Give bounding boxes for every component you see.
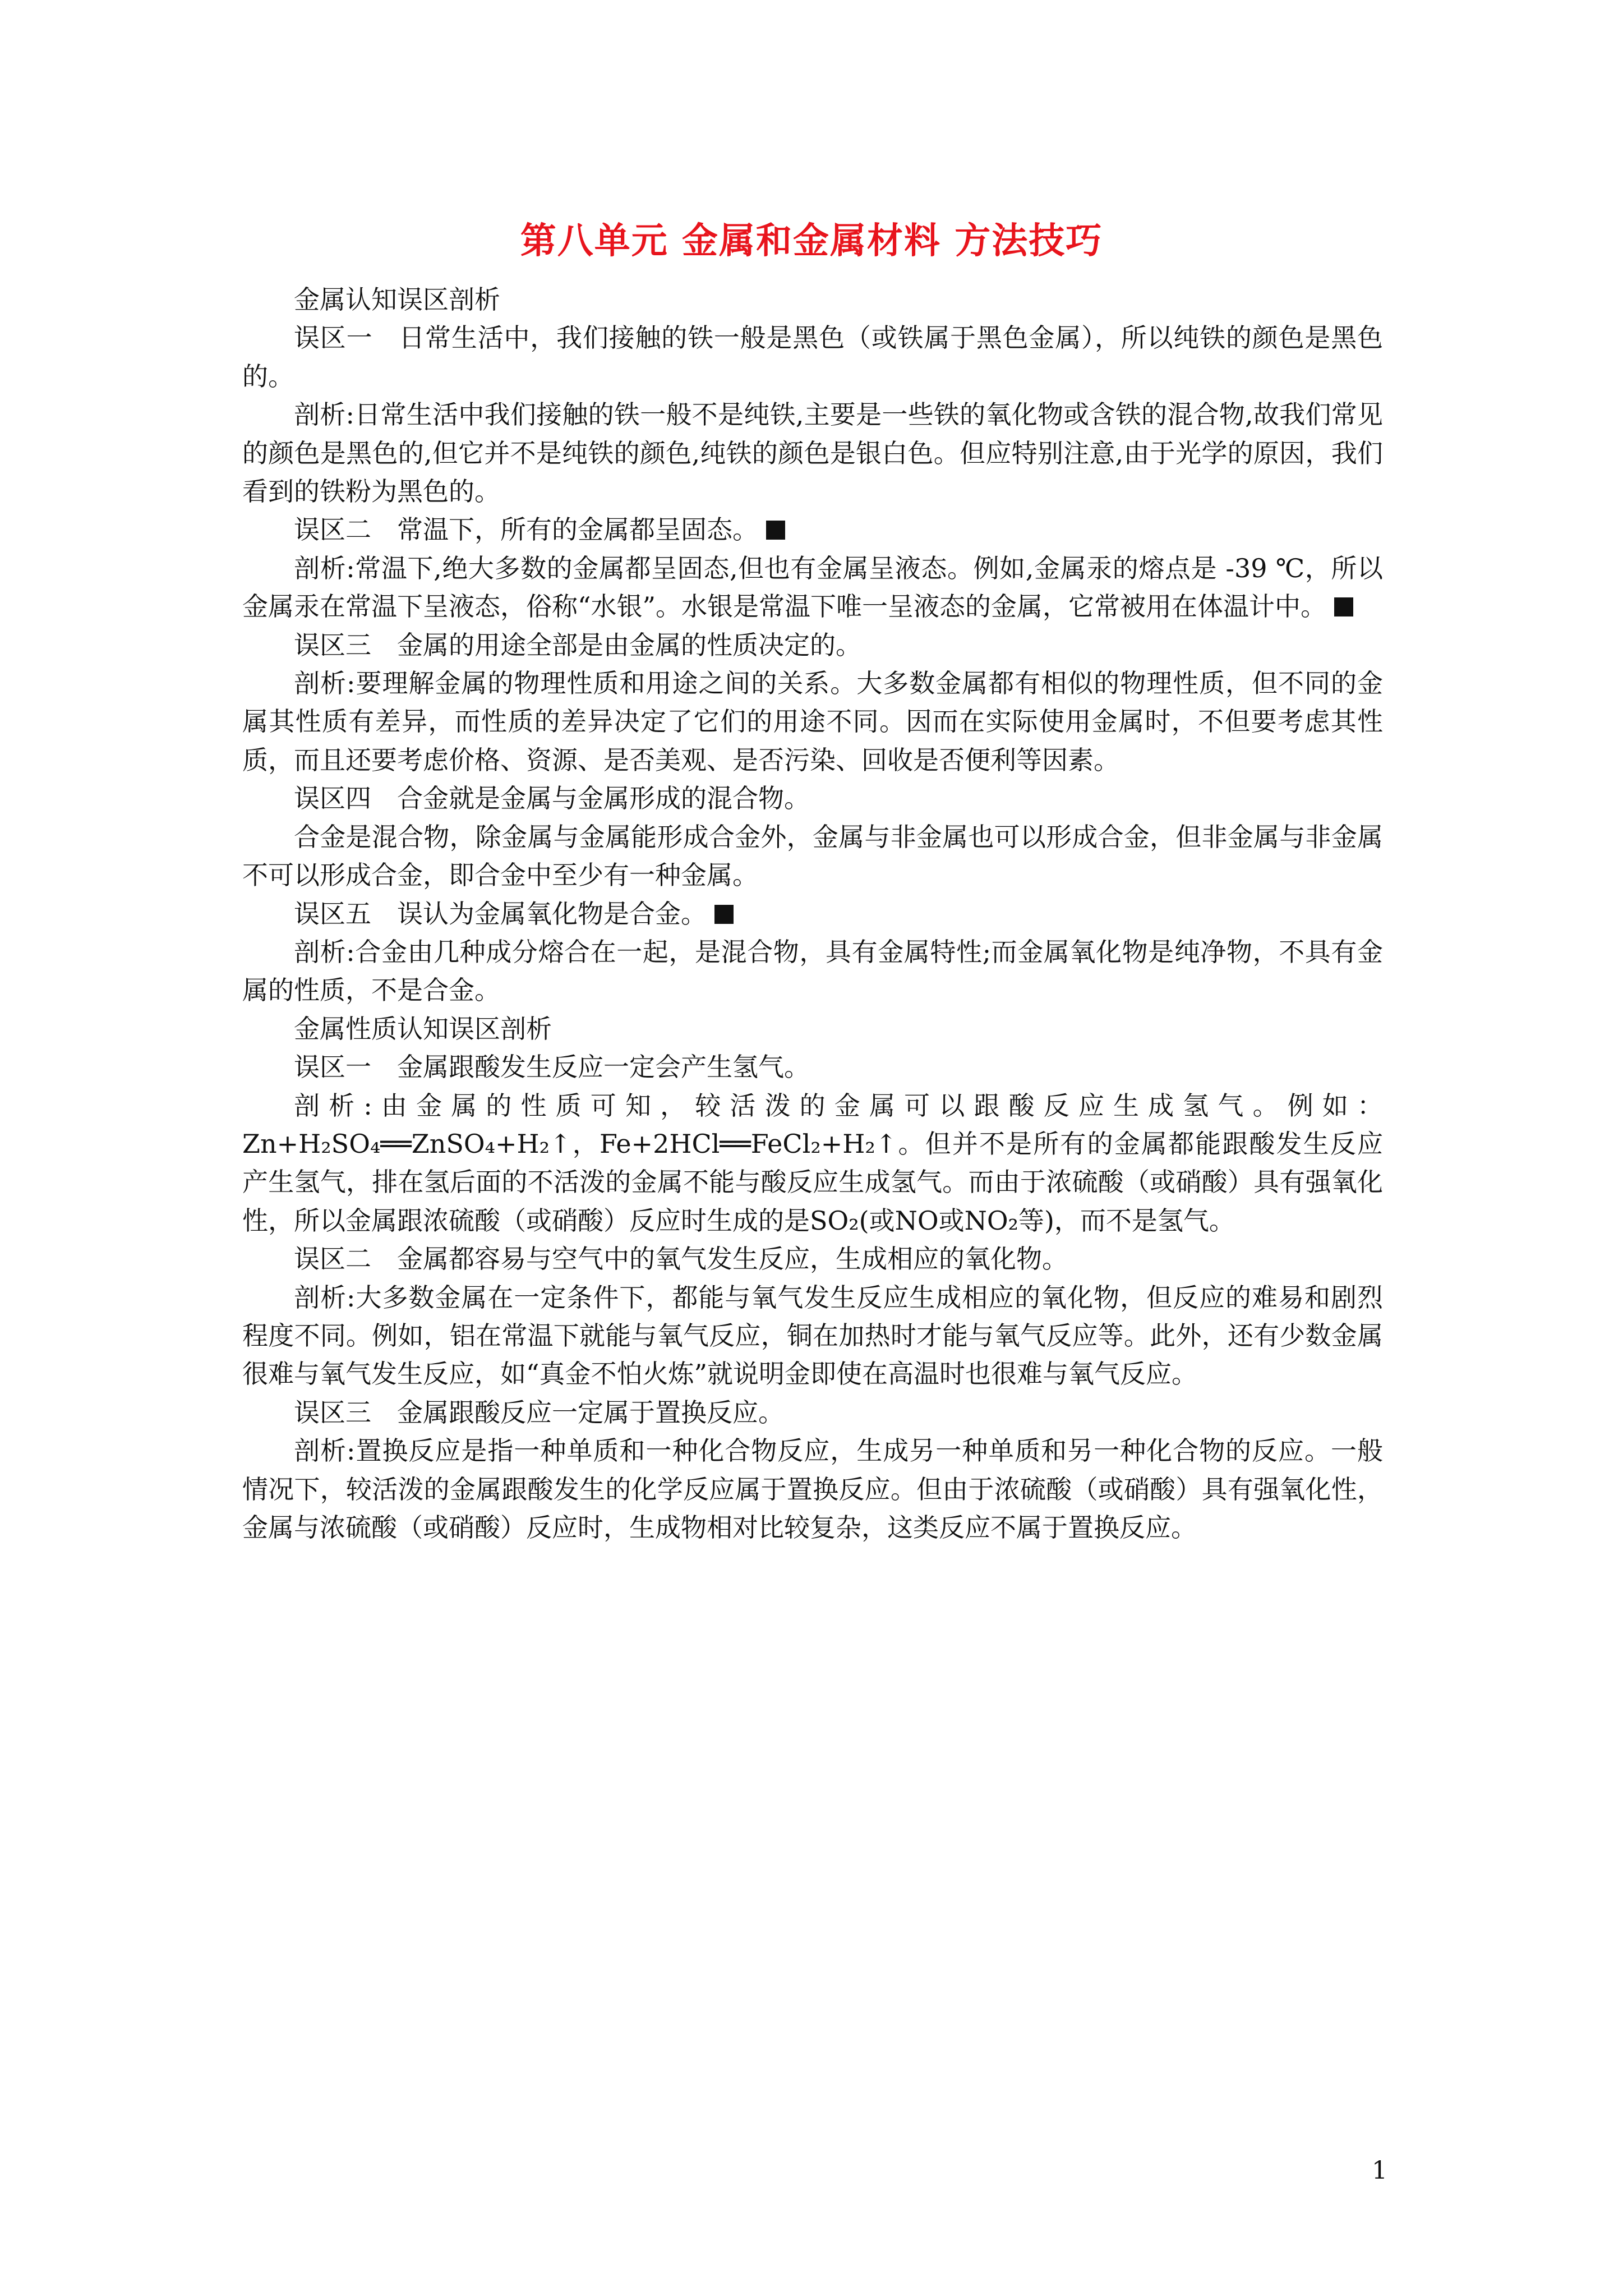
property-analysis-2: 剖析:大多数金属在一定条件下，都能与氧气发生反应生成相应的氧化物，但反应的难易和剧烈程度不同。例如，铝在常温下就能与氧气反应，铜在加热时才能与氧气反应等。此外，还有少数金属很难与氧气发生反应，如“真金不怕火炼”就说明金即使在高温时也很难与氧气反应。 [242, 1282, 1383, 1389]
analysis-2-row [242, 549, 1383, 626]
misconception-1: 误区一 日常生活中，我们接触的铁一般是黑色（或铁属于黑色金属），所以纯铁的颜色是黑色的。 [242, 323, 1383, 392]
analysis-3: 剖析:要理解金属的物理性质和用途之间的关系。大多数金属都有相似的物理性质，但不同的金属其性质有差异，而性质的差异决定了它们的用途不同。因而在实际使用金属时，不但要考虑其性质，而且还要考虑价格、资源、是否美观、是否污染、回收是否便利等因素。 [242, 668, 1383, 775]
square-bullet-icon [766, 521, 785, 540]
section-heading-metal-cognition: 金属认知误区剖析 [294, 284, 500, 315]
misconception-4: 误区四 合金就是金属与金属形成的混合物。 [294, 783, 810, 814]
analysis-rest: 。但并不是所有的金属都能跟酸发生反应产生氢气，排在氢后面的不活泼的金属不能与酸反应生成氢气。而由于浓硫酸（或硝酸）具有强氧化性，所以金属跟浓硫酸（或硝酸）反应时生成的是SO₂(或NO或NO₂等)，而不是氢气。 [242, 1128, 1384, 1236]
square-bullet-icon [1334, 597, 1353, 616]
property-analysis-3: 剖析:置换反应是指一种单质和一种化合物反应，生成另一种单质和另一种化合物的反应。一般情况下，较活泼的金属跟酸发生的化学反应属于置换反应。但由于浓硫酸（或硝酸）具有强氧化性，金属与浓硫酸（或硝酸）反应时，生成物相对比较复杂，这类反应不属于置换反应。 [242, 1435, 1383, 1543]
analysis-4: 合金是混合物，除金属与金属能形成合金外，金属与非金属也可以形成合金，但非金属与非金属不可以形成合金，即合金中至少有一种金属。 [242, 821, 1383, 891]
property-misconception-3: 误区三 金属跟酸反应一定属于置换反应。 [294, 1397, 784, 1428]
property-analysis-1: 剖析:由金属的性质可知，较活泼的金属可以跟酸反应生成氢气。例如：Zn+H₂SO₄══ZnSO₄+H₂↑，Fe+2HCl══FeCl₂+H₂↑。但并不是所有的金属都能跟酸发生反应产生氢气，排在氢后面的不活泼的金属不能与酸反应生成氢气。而由于浓硫酸（或硝酸）具有强氧化性，所以金属跟浓硫酸（或硝酸）反应时生成的是SO₂(或NO或NO₂等)，而不是氢气。 [242, 1090, 1384, 1236]
page-title: 第八单元 金属和金属材料 方法技巧 [520, 220, 1103, 262]
misconception-2: 误区二 常温下，所有的金属都呈固态。 [294, 514, 758, 545]
analysis-intro: 剖析:由金属的性质可知，较活泼的金属可以跟酸反应生成氢气。例如： [294, 1090, 1383, 1121]
property-misconception-2: 误区二 金属都容易与空气中的氧气发生反应，生成相应的氧化物。 [294, 1244, 1068, 1274]
equation-iron-hydrochloric: Fe+2HCl══FeCl₂+H₂↑ [599, 1128, 897, 1159]
page-number: 1 [1372, 2156, 1387, 2185]
analysis-1: 剖析:日常生活中我们接触的铁一般不是纯铁,主要是一些铁的氧化物或含铁的混合物,故我们常见的颜色是黑色的,但它并不是纯铁的颜色,纯铁的颜色是银白色。但应特别注意,由于光学的原因，我们看到的铁粉为黑色的。 [242, 399, 1383, 507]
equation-zinc-sulfuric: Zn+H₂SO₄══ZnSO₄+H₂↑ [242, 1128, 571, 1159]
misconception-5-row [242, 895, 1383, 933]
square-bullet-icon [714, 905, 734, 924]
property-misconception-1: 误区一 金属跟酸发生反应一定会产生氢气。 [294, 1052, 810, 1083]
document-body [242, 280, 1383, 1547]
analysis-2: 剖析:常温下,绝大多数的金属都呈固态,但也有金属呈液态。例如,金属汞的熔点是 -39 ℃，所以金属汞在常温下呈液态，俗称“水银”。水银是常温下唯一呈液态的金属，它常被用在体温计中。 [242, 553, 1383, 622]
misconception-2-row [242, 510, 1383, 549]
section-heading-metal-properties: 金属性质认知误区剖析 [294, 1013, 552, 1044]
misconception-3: 误区三 金属的用途全部是由金属的性质决定的。 [294, 629, 861, 660]
analysis-5: 剖析:合金由几种成分熔合在一起，是混合物，具有金属特性;而金属氧化物是纯净物，不具有金属的性质，不是合金。 [242, 936, 1383, 1006]
misconception-5: 误区五 误认为金属氧化物是合金。 [294, 898, 707, 929]
